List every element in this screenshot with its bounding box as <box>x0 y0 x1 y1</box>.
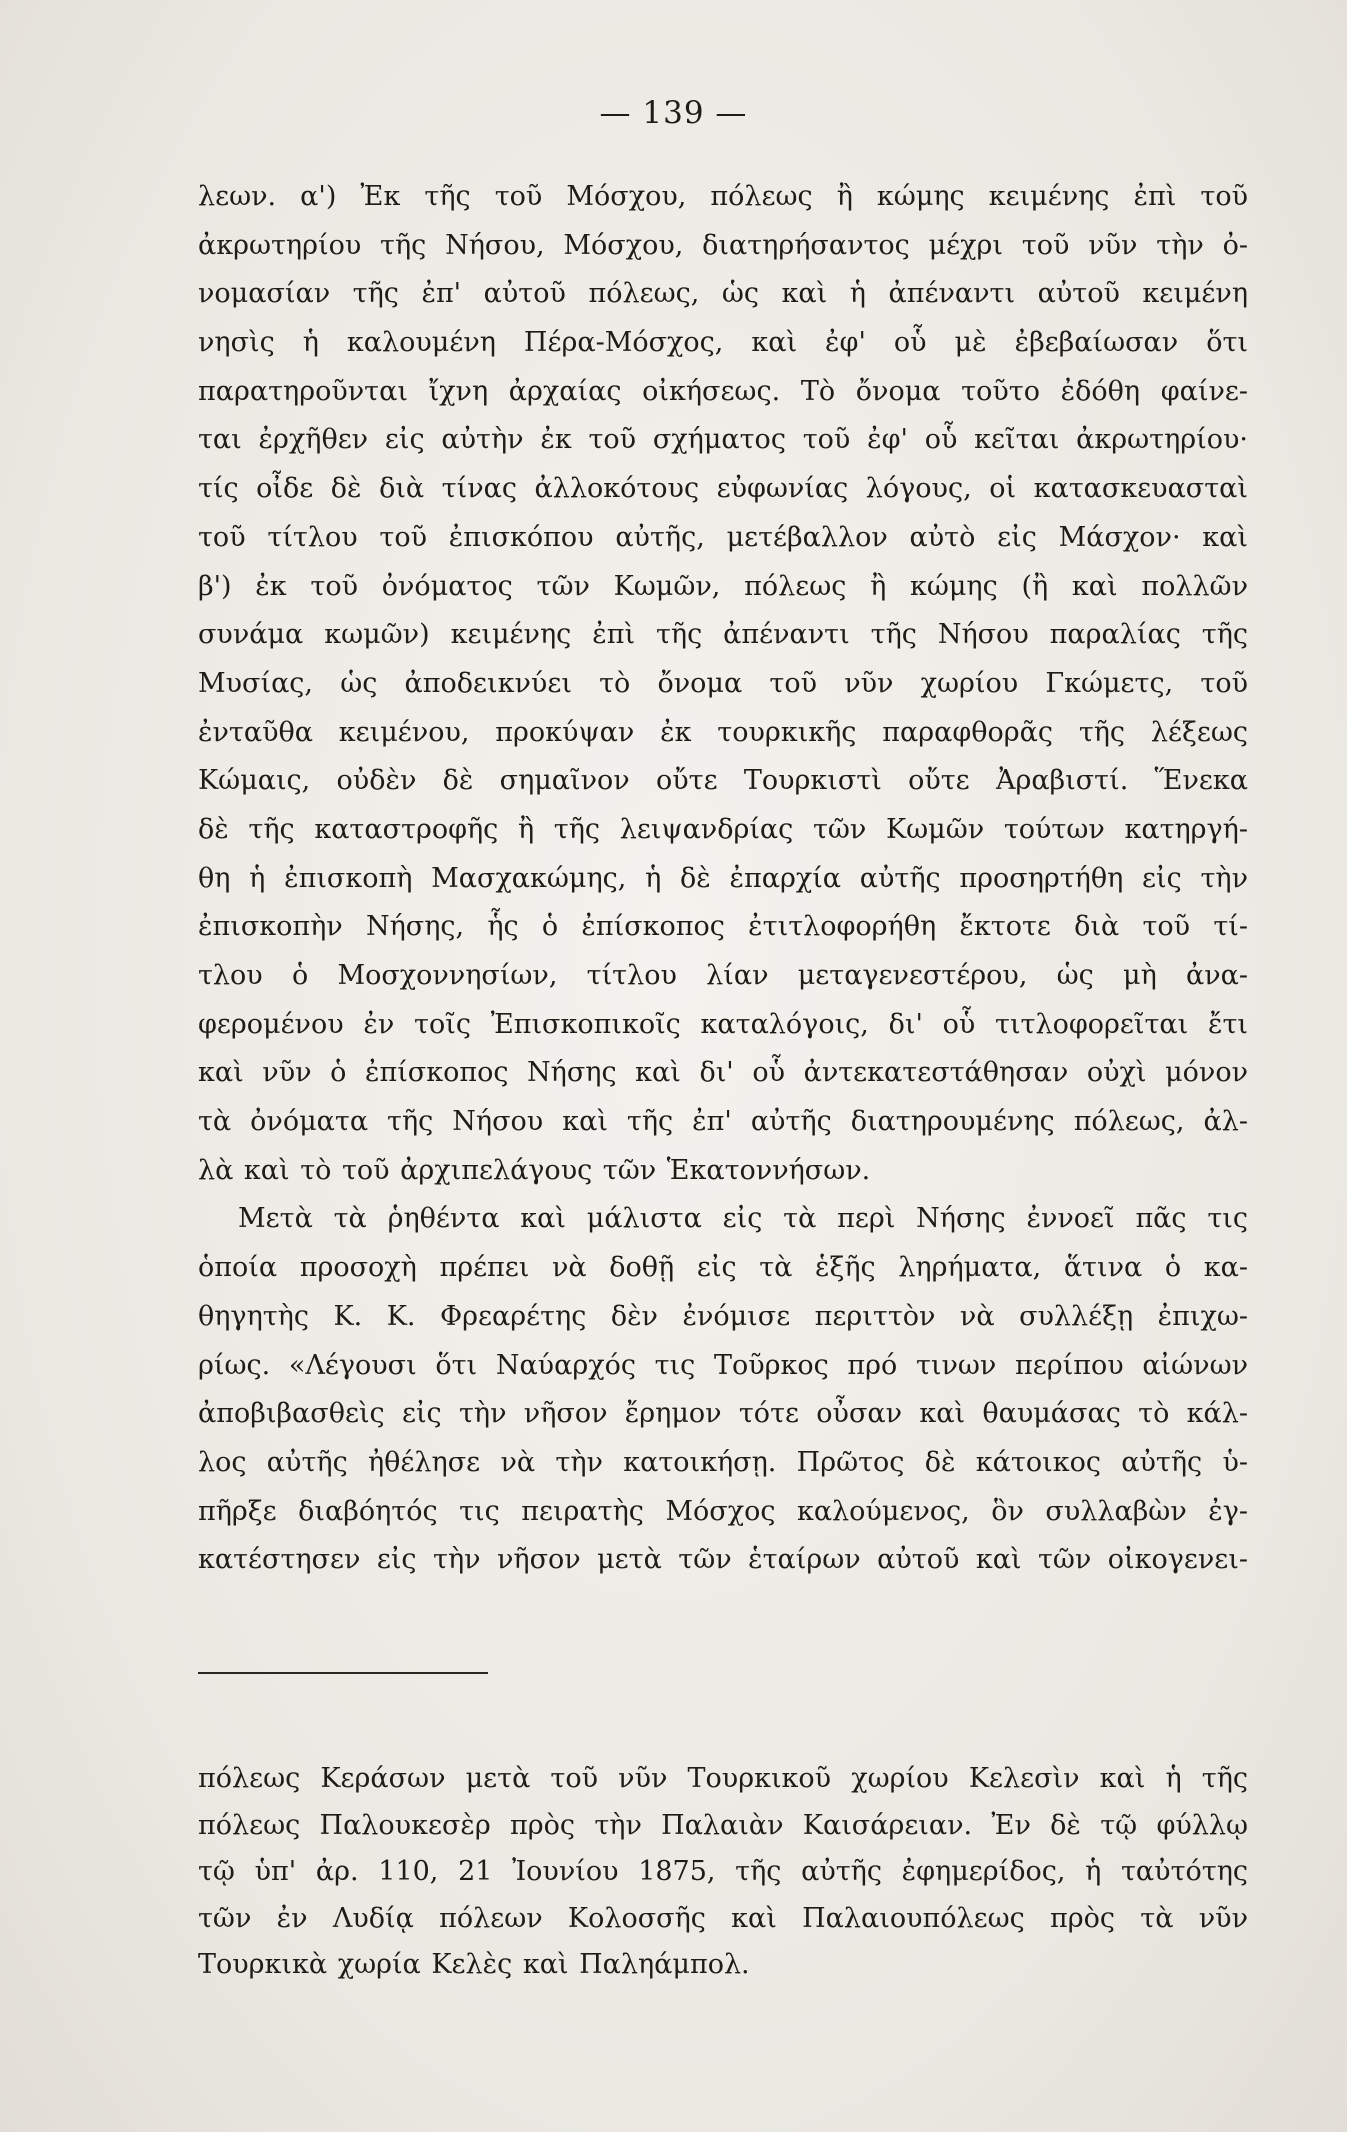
page-number: — 139 — <box>599 95 748 131</box>
footnote-line: πόλεως Κεράσων μετὰ τοῦ νῦν Τουρκικοῦ χωρίου Κελεσὶν καὶ ἡ τῆς <box>198 1763 1248 1794</box>
text-line: ἀκρωτηρίου τῆς Νήσου, Μόσχου, διατηρήσαντος μέχρι τοῦ νῦν τὴν ὀ- <box>198 229 1248 261</box>
text-line: Κώμαις, οὐδὲν δὲ σημαῖνον οὔτε Τουρκιστὶ οὔτε Ἀραβιστί. Ἕνεκα <box>198 765 1248 797</box>
text-line: Μετὰ τὰ ῥηθέντα καὶ μάλιστα εἰς τὰ περὶ Νήσης ἐννοεῖ πᾶς τις <box>238 1203 1248 1235</box>
text-line: ρίως. «Λέγουσι ὅτι Ναύαρχός τις Τοῦρκος πρό τινων περίπου αἰώνων <box>198 1349 1248 1381</box>
text-line: λὰ καὶ τὸ τοῦ ἀρχιπελάγους τῶν Ἑκατοννήσων. <box>198 1154 871 1186</box>
text-line: λεων. α') Ἐκ τῆς τοῦ Μόσχου, πόλεως ἢ κώμης κειμένης ἐπὶ τοῦ <box>198 181 1248 212</box>
text-line: νησὶς ἡ καλουμένη Πέρα-Μόσχος, καὶ ἐφ' οὗ μὲ ἐβεβαίωσαν ὅτι <box>198 327 1248 359</box>
footnote <box>198 1756 1248 1989</box>
text-line: ὁποία προσοχὴ πρέπει νὰ δοθῇ εἰς τὰ ἑξῆς ληρήματα, ἅτινα ὁ κα- <box>198 1252 1248 1284</box>
text-line: τοῦ τίτλου τοῦ ἐπισκόπου αὐτῆς, μετέβαλλον αὐτὸ εἰς Μάσχον· καὶ <box>198 521 1248 553</box>
text-line: ται ἐρχῆθεν εἰς αὐτὴν ἐκ τοῦ σχήματος τοῦ ἐφ' οὗ κεῖται ἀκρωτηρίου· <box>198 424 1248 456</box>
text-line: ἀποβιβασθεὶς εἰς τὴν νῆσον ἔρημον τότε οὖσαν καὶ θαυμάσας τὸ κάλ- <box>198 1398 1248 1430</box>
text-line: λος αὐτῆς ἠθέλησε νὰ τὴν κατοικήσῃ. Πρῶτος δὲ κάτοικος αὐτῆς ὑ- <box>198 1446 1248 1478</box>
text-line: β') ἐκ τοῦ ὀνόματος τῶν Κωμῶν, πόλεως ἢ κώμης (ἢ καὶ πολλῶν <box>198 570 1248 602</box>
text-line: καὶ νῦν ὁ ἐπίσκοπος Νήσης καὶ δι' οὗ ἀντεκατεστάθησαν οὐχὶ μόνον <box>198 1057 1248 1089</box>
text-line: δὲ τῆς καταστροφῆς ἢ τῆς λειψανδρίας τῶν Κωμῶν τούτων κατηργή- <box>198 813 1248 845</box>
text-line: ἐπισκοπὴν Νήσης, ἧς ὁ ἐπίσκοπος ἐτιτλοφορήθη ἔκτοτε διὰ τοῦ τί- <box>198 911 1248 943</box>
footnote-line: πόλεως Παλουκεσὲρ πρὸς τὴν Παλαιὰν Καισάρειαν. Ἐν δὲ τῷ φύλλῳ <box>198 1809 1248 1841</box>
text-line: τίς οἶδε δὲ διὰ τίνας ἀλλοκότους εὐφωνίας λόγους, οἱ κατασκευασταὶ <box>198 473 1248 505</box>
text-line: τλου ὁ Μοσχοννησίων, τίτλου λίαν μεταγενεστέρου, ὡς μὴ ἀνα- <box>198 960 1248 991</box>
text-line: ἐνταῦθα κειμένου, προκύψαν ἐκ τουρκικῆς παραφθορᾶς τῆς λέξεως <box>198 716 1248 748</box>
text-line: τὰ ὀνόματα τῆς Νήσου καὶ τῆς ἐπ' αὐτῆς διατηρουμένης πόλεως, ἀλ- <box>198 1106 1248 1138</box>
main-text <box>198 173 1248 1585</box>
footnote-line: Τουρκικὰ χωρία Κελὲς καὶ Παληάμπολ. <box>198 1949 750 1980</box>
footnote-line: τῶν ἐν Λυδίᾳ πόλεων Κολοσσῆς καὶ Παλαιουπόλεως πρὸς τὰ νῦν <box>198 1902 1248 1934</box>
footnote-line: τῷ ὑπ' ἀρ. 110, 21 Ἰουνίου 1875, τῆς αὐτῆς ἐφημερίδος, ἡ ταὐτότης <box>198 1856 1248 1887</box>
text-line: Μυσίας, ὡς ἀποδεικνύει τὸ ὄνομα τοῦ νῦν χωρίου Γκώμετς, τοῦ <box>198 667 1248 699</box>
text-line: πῆρξε διαβόητός τις πειρατὴς Μόσχος καλούμενος, ὃν συλλαβὼν ἐγ- <box>198 1495 1248 1527</box>
text-line: θη ἡ ἐπισκοπὴ Μασχακώμης, ἡ δὲ ἐπαρχία αὐτῆς προσηρτήθη εἰς τὴν <box>198 862 1248 894</box>
text-line: νομασίαν τῆς ἐπ' αὐτοῦ πόλεως, ὡς καὶ ἡ ἀπέναντι αὐτοῦ κειμένη <box>198 278 1248 310</box>
text-line: θηγητὴς Κ. Κ. Φρεαρέτης δὲν ἐνόμισε περιττὸν νὰ συλλέξῃ ἐπιχω- <box>198 1300 1248 1332</box>
footnote-divider <box>198 1672 488 1674</box>
text-line: παρατηροῦνται ἴχνη ἀρχαίας οἰκήσεως. Τὸ ὄνομα τοῦτο ἐδόθη φαίνε- <box>198 375 1248 407</box>
text-line: φερομένου ἐν τοῖς Ἐπισκοπικοῖς καταλόγοις, δι' οὗ τιτλοφορεῖται ἔτι <box>198 1008 1248 1040</box>
text-line: κατέστησεν εἰς τὴν νῆσον μετὰ τῶν ἑταίρων αὐτοῦ καὶ τῶν οἰκογενει- <box>198 1544 1248 1576</box>
text-line: συνάμα κωμῶν) κειμένης ἐπὶ τῆς ἀπέναντι τῆς Νήσου παραλίας τῆς <box>198 619 1248 651</box>
